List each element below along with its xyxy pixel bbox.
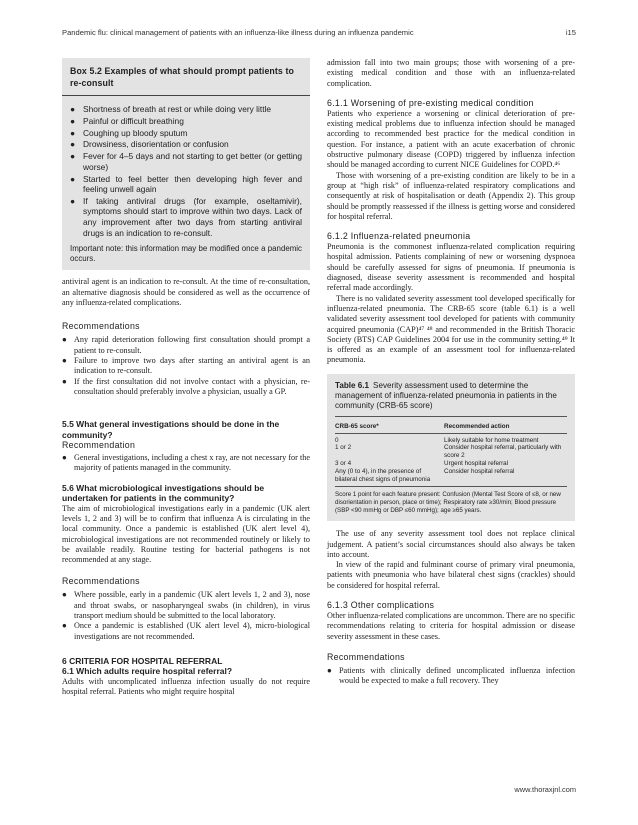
paragraph: Adults with uncomplicated influenza infection usually do not require hospital referral. Patients who might require hospital: [62, 676, 310, 697]
box-heading: Box 5.2 Examples of what should prompt patients to re-consult: [62, 58, 310, 96]
running-title: Pandemic flu: clinical management of patients with an influenza-like illness during an influenza pandemic: [62, 28, 414, 37]
recommendations-list: [327, 666, 575, 687]
bullet-icon: ●: [70, 127, 76, 138]
section-heading-5-6: 5.6 What microbiological investigations should be undertaken for patients in the community?: [62, 482, 265, 504]
bullet-icon: ●: [70, 151, 76, 162]
paragraph: Patients who experience a worsening or clinical deterioration of pre-existing medical problems due to influenza infection should be managed according to recommended best practice for the medical condition in question. For instance, a patient with an acute exacerbation of chronic obstructive pulmonary disease (COPD) triggered by influenza infection should be managed according to current NICE Guidelines for COPD.⁴⁶: [327, 108, 575, 170]
bullet-icon: ●: [62, 453, 67, 463]
table-cell-score: 0 1 or 2 3 or 4 Any (0 to 4), in the presence of bilateral chest signs of pneumonia: [335, 433, 444, 487]
paragraph: The use of any severity assessment tool does not replace clinical judgement. A patient’s social circumstances should also always be taken into account.: [327, 529, 575, 559]
section-heading-6-1-1: 6.1.1 Worsening of pre-existing medical condition: [327, 97, 534, 108]
bullet-icon: ●: [70, 139, 76, 150]
section-heading-6-1-2: 6.1.2 Influenza-related pneumonia: [327, 231, 471, 242]
table-caption-text: Severity assessment used to determine the management of influenza-related pneumonia in patients in the community (CRB-65 score): [335, 380, 557, 410]
box-item: ● Painful or difficult breathing: [70, 115, 184, 126]
paragraph: The aim of microbiological investigations early in a pandemic (UK alert levels 1, 2 and 3) will be to confirm that influenza A is circulating in the local community. Once a pandemic is established (UK alert level 4), microbiological investigations are not recommended routinely or likely to be available readily. Routine testing for bacterial pathogens is not recommended at any stage.: [62, 503, 310, 565]
paragraph: In view of the rapid and fulminant course of primary viral pneumonia, patients with pneumonia who have bilateral chest signs (crackles) should be considered for hospital referral.: [327, 560, 575, 590]
table-cell-action: Likely suitable for home treatment Consider hospital referral, particularly with score 2 Urgent hospital referral Consider hospital referral: [444, 433, 567, 487]
box-item: ● Drowsiness, disorientation or confusion: [70, 139, 229, 150]
bullet-icon: ●: [327, 665, 332, 675]
box-item: ● If taking antiviral drugs (for example, oseltamivir), symptoms should start to improve within two days. Lack of any improvement after two days from starting antiviral drugs is an indication to re-consult.: [70, 195, 302, 238]
paragraph: Pneumonia is the commonest influenza-related complication requiring hospital admission. Patients complaining of new or worsening dyspnoea should be carefully assessed for signs of pneumonia. If pneumonia is diagnosed, disease severity assessment is recommended and hospital referral made accordingly.: [327, 242, 575, 293]
subheading-recommendation: Recommendation: [62, 440, 136, 451]
bullet-icon: ●: [70, 104, 76, 114]
section-heading-5-5: 5.5 What general investigations should be done in the community?: [62, 419, 280, 440]
table-header-action: Recommended action: [444, 421, 567, 433]
running-header: [62, 28, 576, 42]
paragraph: Those with worsening of a pre-existing condition are likely to be in a group at “high risk” of influenza-related respiratory complications and consequently at risk of hospitalisation or death (Appendix 2). This group should be promptly reassessed if the illness is getting worse and considered for hospital referral.: [327, 170, 575, 221]
crb65-table: [335, 421, 567, 488]
section-heading-6: 6 CRITERIA FOR HOSPITAL REFERRAL: [62, 655, 223, 666]
box-list: [62, 96, 310, 238]
bullet-icon: ●: [62, 335, 67, 345]
subheading-recommendations: Recommendations: [327, 651, 405, 662]
recommendation-item: ● Once a pandemic is established (UK alert level 4), micro-biological investigations are not recommended.: [62, 621, 310, 641]
table-label: Table 6.1: [335, 380, 370, 390]
box-note: Important note: this information may be modified once a pandemic occurs.: [70, 244, 302, 264]
table-header-score: CRB-65 score*: [335, 421, 444, 433]
journal-url: www.thoraxjnl.com: [514, 785, 576, 794]
table-row: [335, 433, 567, 487]
bullet-icon: ●: [70, 115, 76, 126]
box-item: ● Coughing up bloody sputum: [70, 127, 188, 138]
page-number: i15: [565, 28, 576, 37]
section-heading-6-1-3: 6.1.3 Other complications: [327, 600, 435, 611]
recommendation-item: ● General investigations, including a chest x ray, are not necessary for the majority of patients managed in the community.: [62, 453, 310, 473]
left-column: [62, 58, 310, 698]
bullet-icon: ●: [62, 355, 67, 365]
box-item: ● Fever for 4–5 days and not starting to get better (or getting worse): [70, 151, 302, 172]
recommendation-item: ● Where possible, early in a pandemic (UK alert levels 1, 2 and 3), nose and throat swabs, or nasopharyngeal swabs (in children), in virus transport medium should be submitted to the local laboratory.: [62, 590, 310, 621]
paragraph: admission fall into two main groups; those with worsening of a pre-existing medical condition and those with an influenza-related complication.: [327, 58, 575, 88]
table-6-1: [327, 374, 575, 522]
section-heading-6-1: 6.1 Which adults require hospital referral?: [62, 666, 233, 677]
bullet-icon: ●: [62, 621, 67, 631]
recommendations-list: [62, 453, 310, 474]
subheading-recommendations: Recommendations: [62, 321, 140, 332]
bullet-icon: ●: [62, 376, 67, 386]
recommendation-item: ● Patients with clinically defined uncomplicated influenza infection would be expected to make a full recovery. They: [327, 665, 575, 686]
box-5-2: [62, 58, 310, 270]
right-column: [327, 58, 575, 687]
recommendation-item: ● If the first consultation did not involve contact with a physician, re-consultation should preferably involve a physician, usually a GP.: [62, 376, 310, 396]
recommendations-list: [62, 335, 310, 397]
bullet-icon: ●: [70, 195, 76, 206]
box-item: ● Started to feel better then developing high fever and feeling unwell again: [70, 173, 302, 195]
paragraph: Other influenza-related complications are uncommon. There are no specific recommendations relating to criteria for hospital admission or disease severity assessment in these cases.: [327, 611, 575, 641]
recommendation-item: ● Failure to improve two days after starting an antiviral agent is an indication to re-consult.: [62, 355, 310, 376]
table-caption: [335, 381, 567, 417]
paragraph: antiviral agent is an indication to re-consult. At the time of re-consultation, an alternative diagnosis should be considered as well as the occurrence of any influenza-related complications.: [62, 277, 310, 308]
table-footnote: Score 1 point for each feature present: Confusion (Mental Test Score of ≤8, or new disorientation in person, place or time); Respiratory rate ≥30/min; Blood pressure (SBP <90 mmHg or DBP ≤60 mmHg); age ≥65 years.: [335, 491, 561, 515]
subheading-recommendations: Recommendations: [62, 576, 140, 587]
recommendations-list: [62, 590, 310, 641]
bullet-icon: ●: [70, 173, 76, 184]
bullet-icon: ●: [62, 590, 67, 600]
recommendation-item: ● Any rapid deterioration following first consultation should prompt a patient to re-consult.: [62, 335, 310, 355]
paragraph: There is no validated severity assessment tool developed specifically for influenza-related pneumonia. The CRB-65 score (table 6.1) is a well validated severity assessment tool developed for patients with community acquired pneumonia (CAP)⁴⁷ ⁴⁸ and recommended in the British Thoracic Society (BTS) CAP Guidelines 2004 for use in the community setting.⁴⁹ It is offered as an example of an assessment tool for influenza-related pneumonia.: [327, 293, 575, 365]
box-item: ● Shortness of breath at rest or while doing very little: [70, 104, 272, 114]
